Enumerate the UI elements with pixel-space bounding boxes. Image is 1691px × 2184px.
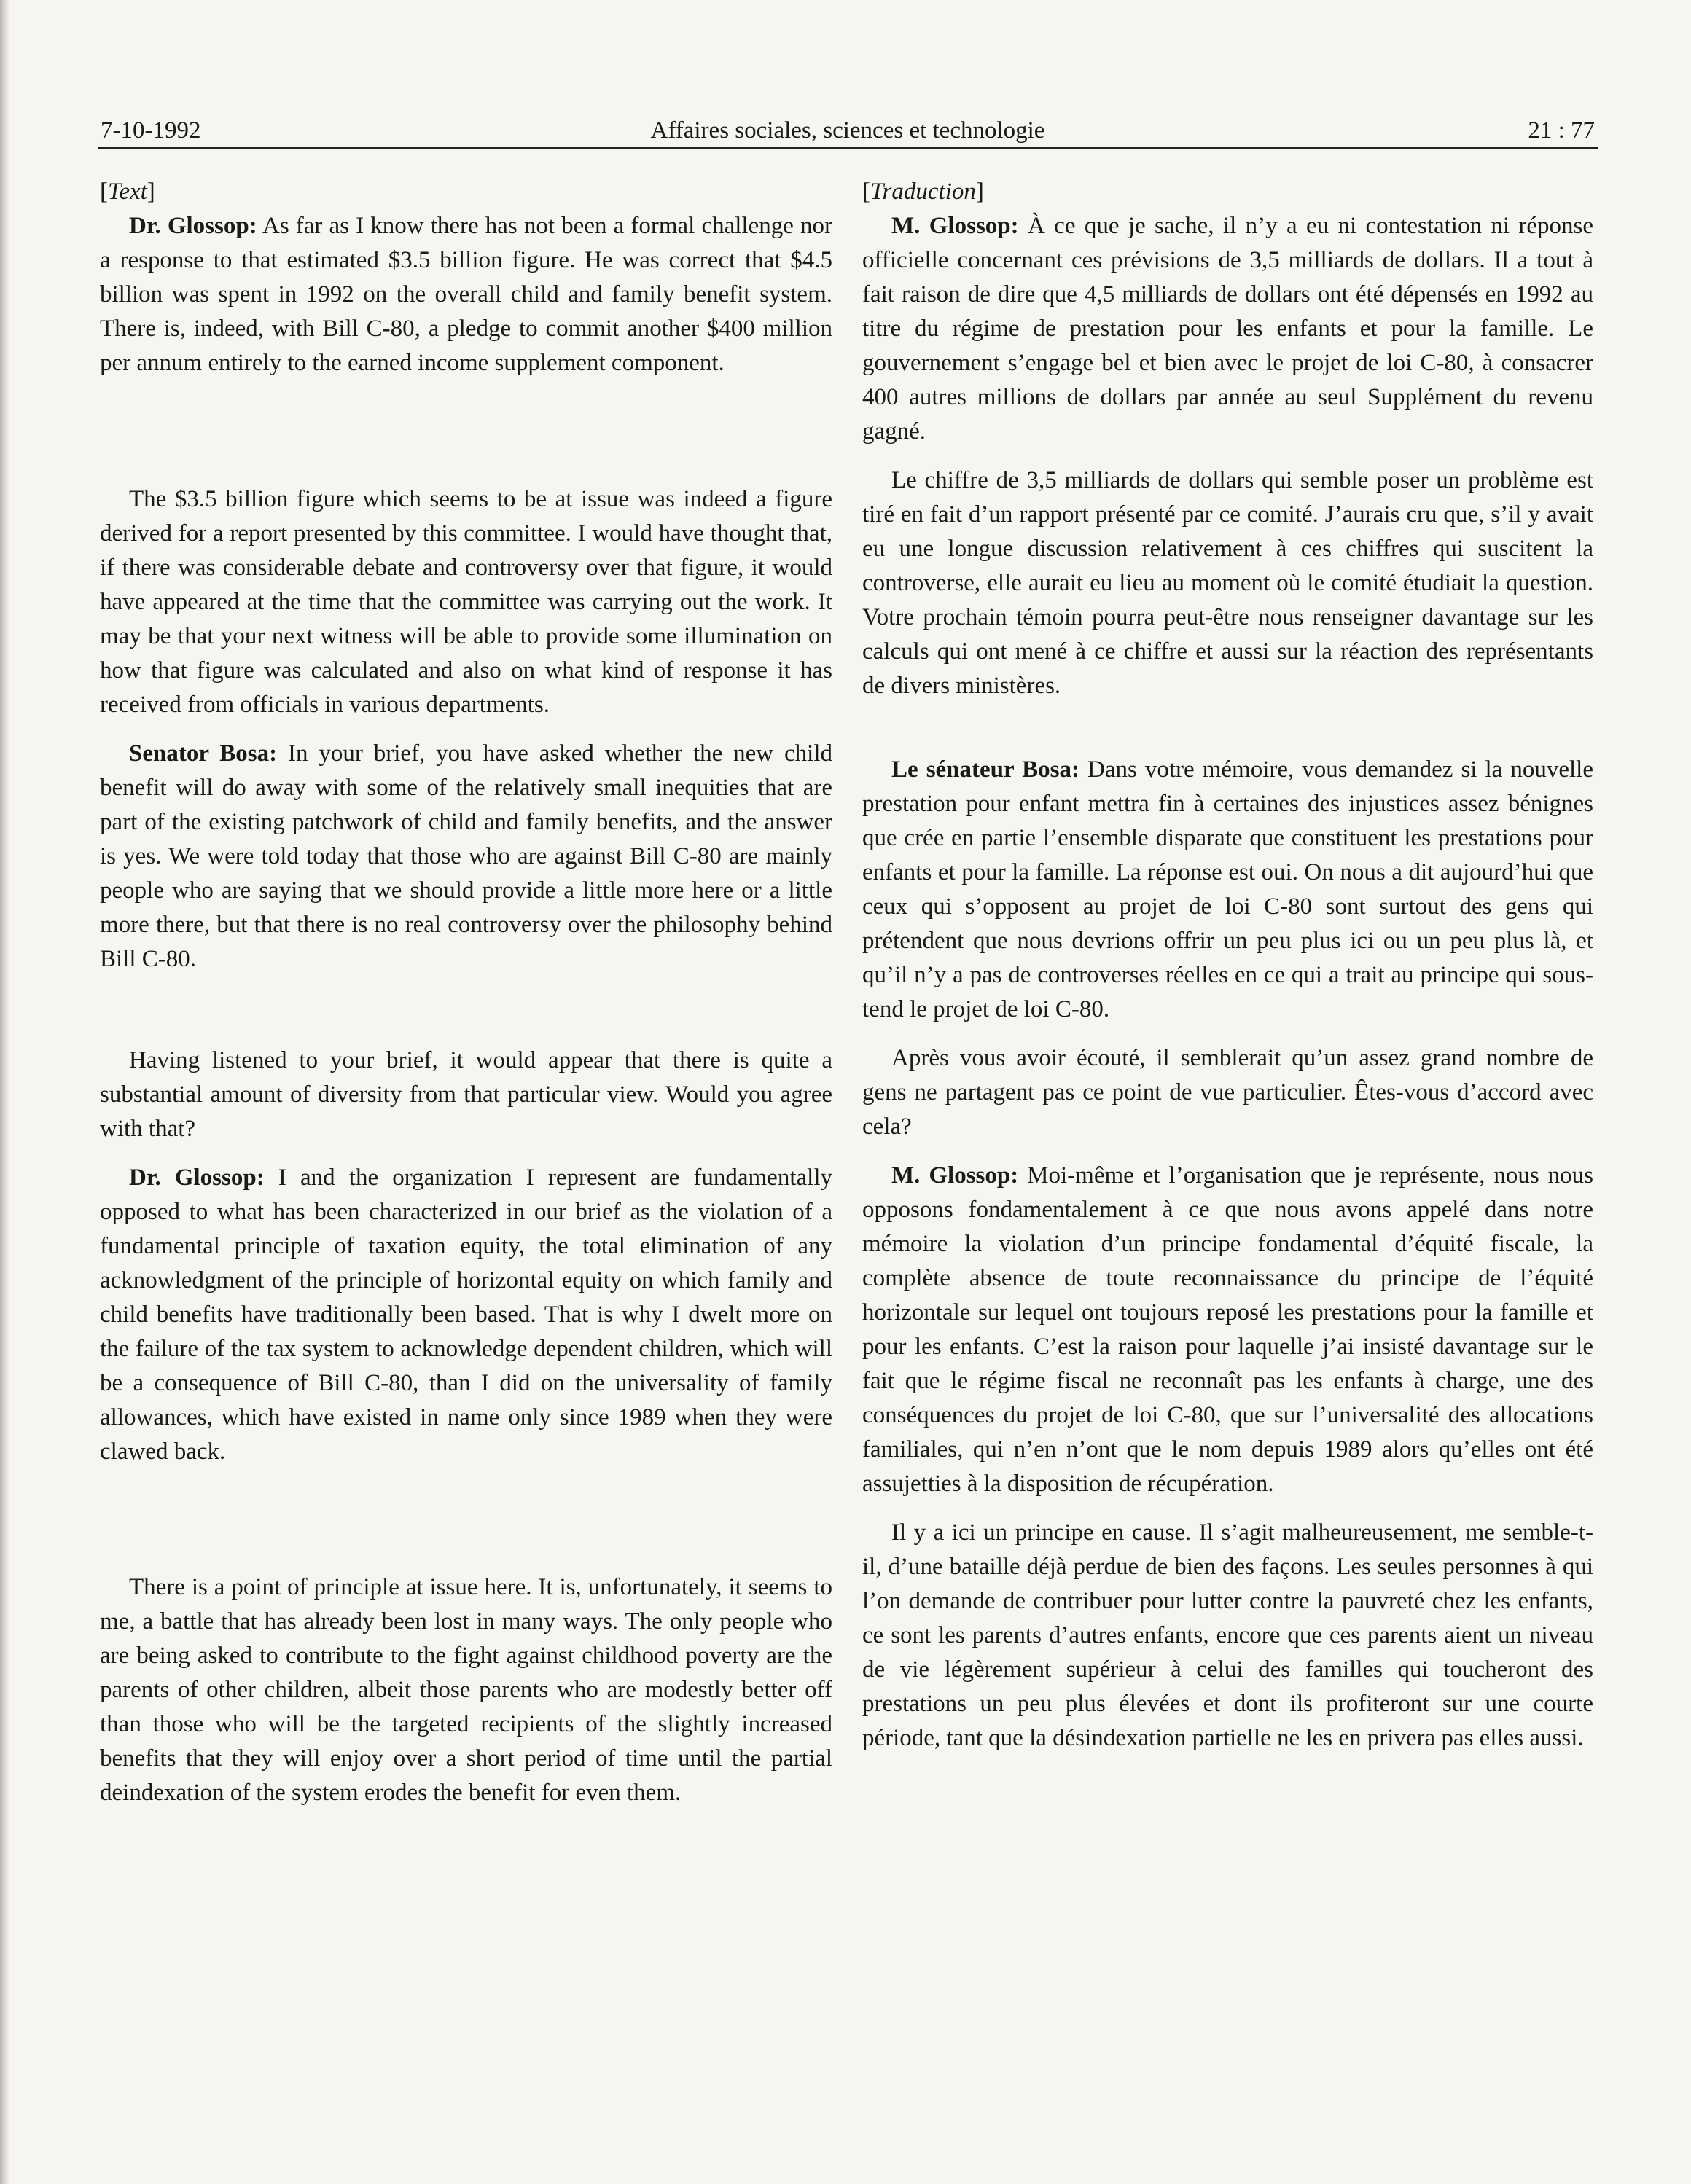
paragraph [862,209,1593,449]
header-title: Affaires sociales, sciences et technologie [650,117,1045,144]
speaker-name: Le sénateur Bosa: [891,756,1079,783]
paragraph-text: Le chiffre de 3,5 milliards de dollars qui semble poser un problème est tiré en fait d’un rapport présenté par ce comité. J’aurais cru que, s’il y avait eu une longue discussion relativement à ces chiffres qui suscitent la controverse, elle aurait eu lieu au moment où le comité étudiait la question. Votre prochain témoin pourra peut-être nous renseigner davantage sur les calculs qui ont mené à ce chiffre et aussi sur la réaction des représentants de divers ministères. [862,467,1593,699]
paragraph [100,1044,832,1146]
paragraph-text: I and the organization I represent are fundamentally opposed to what has been characterized in our brief as the violation of a fundamental principle of taxation equity, the total elimination of any acknowledgment of the principle of horizontal equity on which family and child benefits have traditionally been based. That is why I dwelt more on the failure of the tax system to acknowledge dependent children, which will be a consequence of Bill C-80, than I did on the universality of family allowances, which have existed in name only since 1989 when they were clawed back. [100,1165,832,1465]
english-column [100,175,832,1810]
header-date: 7-10-1992 [101,117,201,144]
paragraph [100,737,832,976]
paragraph-text: Dans votre mémoire, vous demandez si la nouvelle prestation pour enfant mettra fin à certaines des injustices assez bénignes que crée en partie l’ensemble disparate que constituent les prestations pour enfants et pour la famille. La réponse est oui. On nous a dit aujourd’hui que ceux qui s’opposent au projet de loi C-80 sont surtout des gens qui prétendent que nous devrions offrir un peu plus ici ou un peu plus là, et qu’il n’y a pas de controverses réelles en ce qui a trait au principe qui sous-tend le projet de loi C-80. [862,756,1593,1022]
french-column [862,175,1593,1756]
paragraph [100,482,832,722]
paragraph [862,1041,1593,1144]
column-label: [Text] [100,179,155,205]
paragraph-text: Il y a ici un principe en cause. Il s’agit malheureusement, me semble-t-il, d’une bataille déjà perdue de bien des façons. Les seules personnes à qui l’on demande de contribuer pour lutter contre la pauvreté chez les enfants, ce sont les parents d’autres enfants, encore que ces parents aient un niveau de vie légèrement supérieur à celui des familles qui toucheront des prestations un peu plus élevées et dont ils profiteront sur une courte période, tant que la désindexation partielle ne les en privera pas elles aussi. [862,1519,1593,1751]
paragraph-text: Moi-même et l’organisation que je représente, nous nous opposons fondamentalement à ce que nous avons appelé dans notre mémoire la violation d’un principe fondamental d’équité fiscale, la complète absence de toute reconnaissance du principe de l’équité horizontale sur lequel ont toujours reposé les prestations pour la famille et pour les enfants. C’est la raison pour laquelle j’ai insisté davantage sur le fait que le régime fiscal ne reconnaît pas les enfants à charge, une des conséquences du projet de loi C-80, que sur l’universalité des allocations familiales, qui n’en n’ont que le nom depuis 1989 alors qu’elles ont été assujetties à la disposition de récupération. [862,1162,1593,1497]
speaker-name: Senator Bosa: [129,740,278,767]
column-label-text: Traduction [870,179,976,205]
paragraph-text: The $3.5 billion figure which seems to be at issue was indeed a figure derived for a report presented by this committee. I would have thought that, if there was considerable debate and controversy over that figure, it would have appeared at the time that the committee was carrying out the work. It may be that your next witness will be able to provide some illumination on how that figure was calculated and also on what kind of response it has received from officials in various departments. [100,486,832,718]
paragraph-text: Après vous avoir écouté, il semblerait qu’un assez grand nombre de gens ne partagent pas ce point de vue particulier. Êtes-vous d’accord avec cela? [862,1045,1593,1140]
speaker-name: Dr. Glossop: [129,1165,265,1191]
paragraph [862,1516,1593,1756]
page-edge-shadow [0,0,10,2184]
column-label-text: Text [108,179,147,205]
paragraph-text: Having listened to your brief, it would appear that there is quite a substantial amount of diversity from that particular view. Would you agree with that? [100,1047,832,1142]
paragraph [100,209,832,380]
paragraph-text: In your brief, you have asked whether the new child benefit will do away with some of the relatively small inequities that are part of the existing patchwork of child and family benefits, and the answer is yes. We were told today that those who are against Bill C-80 are mainly people who are saying that we should provide a little more here or a little more there, but that there is no real controversy over the philosophy behind Bill C-80. [100,740,832,972]
speaker-name: M. Glossop: [891,1162,1019,1189]
column-label: [Traduction] [862,179,984,205]
paragraph-text: As far as I know there has not been a formal challenge nor a response to that estimated $3.5 billion figure. He was correct that $4.5 billion was spent in 1992 on the overall child and family benefit system. There is, indeed, with Bill C-80, a pledge to commit another $400 million per annum entirely to the earned income supplement component. [100,213,832,376]
paragraph-text: There is a point of principle at issue here. It is, unfortunately, it seems to me, a battle that has already been lost in many ways. The only people who are being asked to contribute to the fight against childhood poverty are the parents of other children, albeit those parents who are modestly better off than those who will be the targeted recipients of the slightly increased benefits that they will enjoy over a short period of time until the partial deindexation of the system erodes the benefit for even them. [100,1574,832,1806]
paragraph-text: À ce que je sache, il n’y a eu ni contestation ni réponse officielle concernant ces prévisions de 3,5 milliards de dollars. Il a tout à fait raison de dire que 4,5 milliards de dollars ont été dépensés en 1992 au titre du régime de prestation pour les enfants et pour la famille. Le gouvernement s’engage bel et bien avec le projet de loi C-80, à consacrer 400 autres millions de dollars par année au seul Supplément du revenu gagné. [862,213,1593,445]
page-header [98,103,1598,149]
paragraph [100,1161,832,1469]
paragraph [862,1159,1593,1501]
header-page-number: 21 : 77 [1528,117,1595,144]
paragraph [862,753,1593,1027]
paragraph [862,463,1593,703]
paragraph [100,1570,832,1810]
speaker-name: M. Glossop: [891,213,1019,239]
speaker-name: Dr. Glossop: [129,213,257,239]
